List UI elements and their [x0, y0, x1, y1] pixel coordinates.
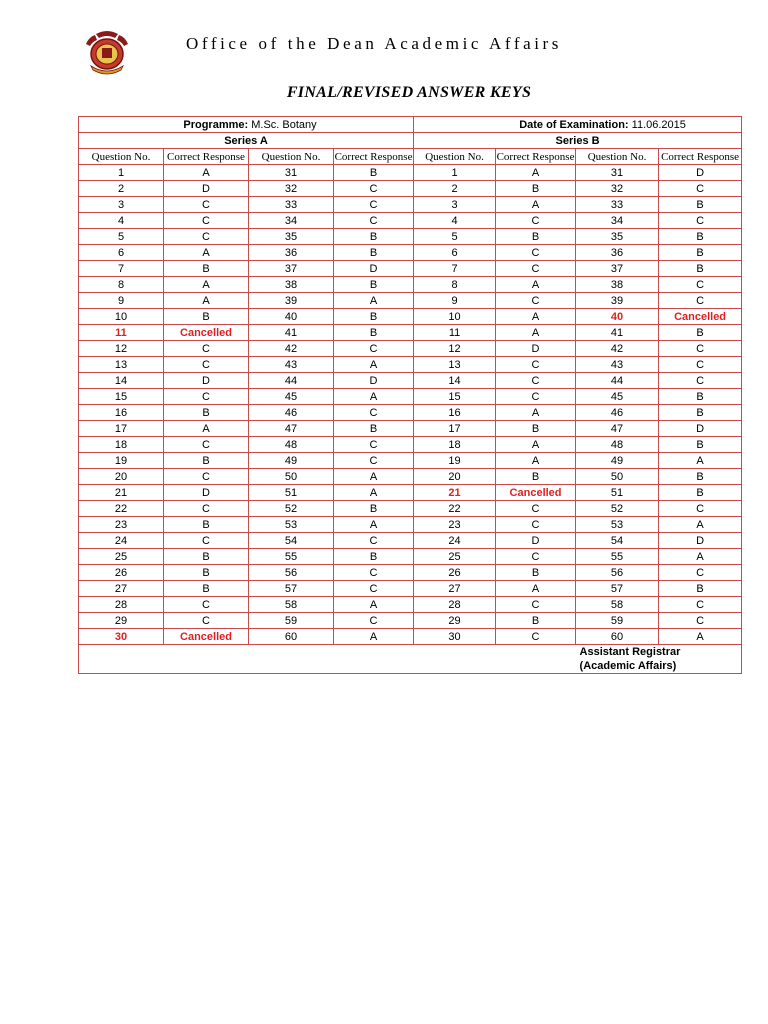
question-number-cell: 18 [79, 437, 164, 453]
col-header-question: Question No. [79, 149, 164, 165]
correct-response-cell: C [496, 213, 576, 229]
series-a-heading: Series A [79, 133, 414, 149]
correct-response-cell: D [496, 533, 576, 549]
answer-row [79, 501, 742, 517]
answer-row [79, 197, 742, 213]
correct-response-cell: C [164, 501, 249, 517]
correct-response-cell: C [496, 597, 576, 613]
correct-response-cell: A [496, 581, 576, 597]
col-header-response: Correct Response [164, 149, 249, 165]
correct-response-cell: C [496, 501, 576, 517]
question-number-cell: 27 [414, 581, 496, 597]
correct-response-cell: C [334, 341, 414, 357]
question-number-cell: 30 [79, 629, 164, 645]
correct-response-cell: B [334, 309, 414, 325]
question-number-cell: 50 [576, 469, 659, 485]
question-number-cell: 4 [414, 213, 496, 229]
correct-response-cell: C [164, 469, 249, 485]
correct-response-cell: Cancelled [659, 309, 742, 325]
correct-response-cell: B [334, 229, 414, 245]
question-number-cell: 17 [414, 421, 496, 437]
correct-response-cell: D [334, 261, 414, 277]
exam-date-cell [414, 117, 742, 133]
correct-response-cell: B [334, 165, 414, 181]
correct-response-cell: Cancelled [496, 485, 576, 501]
correct-response-cell: A [334, 485, 414, 501]
question-number-cell: 13 [414, 357, 496, 373]
question-number-cell: 53 [249, 517, 334, 533]
correct-response-cell: A [659, 517, 742, 533]
correct-response-cell: C [496, 629, 576, 645]
correct-response-cell: A [164, 421, 249, 437]
question-number-cell: 52 [576, 501, 659, 517]
correct-response-cell: B [659, 229, 742, 245]
answer-row [79, 213, 742, 229]
correct-response-cell: B [496, 181, 576, 197]
question-number-cell: 24 [79, 533, 164, 549]
correct-response-cell: B [659, 485, 742, 501]
question-number-cell: 35 [249, 229, 334, 245]
question-number-cell: 44 [576, 373, 659, 389]
correct-response-cell: B [334, 549, 414, 565]
question-number-cell: 31 [576, 165, 659, 181]
correct-response-cell: B [659, 437, 742, 453]
question-number-cell: 40 [249, 309, 334, 325]
col-header-response: Correct Response [334, 150, 413, 163]
correct-response-cell: C [659, 341, 742, 357]
question-number-cell: 32 [249, 181, 334, 197]
correct-response-cell: B [496, 421, 576, 437]
question-number-cell: 45 [576, 389, 659, 405]
question-number-cell: 52 [249, 501, 334, 517]
question-number-cell: 25 [414, 549, 496, 565]
question-number-cell: 23 [414, 517, 496, 533]
correct-response-cell: C [659, 213, 742, 229]
correct-response-cell: B [164, 565, 249, 581]
question-number-cell: 58 [249, 597, 334, 613]
question-number-cell: 6 [414, 245, 496, 261]
correct-response-cell: B [659, 245, 742, 261]
question-number-cell: 56 [249, 565, 334, 581]
programme-cell [79, 117, 414, 133]
correct-response-cell: C [496, 261, 576, 277]
question-number-cell: 54 [249, 533, 334, 549]
correct-response-cell: C [659, 277, 742, 293]
correct-response-cell: A [334, 517, 414, 533]
question-number-cell: 35 [576, 229, 659, 245]
question-number-cell: 57 [576, 581, 659, 597]
answer-row [79, 405, 742, 421]
question-number-cell: 39 [249, 293, 334, 309]
correct-response-cell: A [164, 165, 249, 181]
correct-response-cell: B [496, 613, 576, 629]
question-number-cell: 26 [414, 565, 496, 581]
correct-response-cell: C [496, 549, 576, 565]
question-number-cell: 36 [576, 245, 659, 261]
correct-response-cell: C [496, 245, 576, 261]
correct-response-cell: A [334, 357, 414, 373]
correct-response-cell: A [496, 309, 576, 325]
question-number-cell: 31 [249, 165, 334, 181]
correct-response-cell: C [164, 229, 249, 245]
correct-response-cell: C [334, 405, 414, 421]
question-number-cell: 16 [414, 405, 496, 421]
answer-row [79, 597, 742, 613]
correct-response-cell: B [164, 405, 249, 421]
correct-response-cell: A [164, 293, 249, 309]
question-number-cell: 19 [79, 453, 164, 469]
correct-response-cell: C [164, 357, 249, 373]
correct-response-cell: D [659, 165, 742, 181]
question-number-cell: 38 [249, 277, 334, 293]
question-number-cell: 2 [414, 181, 496, 197]
col-header-response: Correct Response [496, 150, 575, 163]
correct-response-cell: A [496, 197, 576, 213]
question-number-cell: 42 [576, 341, 659, 357]
correct-response-cell: D [164, 373, 249, 389]
question-number-cell: 46 [249, 405, 334, 421]
correct-response-cell: B [334, 325, 414, 341]
question-number-cell: 27 [79, 581, 164, 597]
answer-row [79, 549, 742, 565]
correct-response-cell: C [334, 533, 414, 549]
question-number-cell: 43 [576, 357, 659, 373]
correct-response-cell: Cancelled [164, 325, 249, 341]
question-number-cell: 10 [79, 309, 164, 325]
question-number-cell: 21 [414, 485, 496, 501]
correct-response-cell: B [659, 325, 742, 341]
answer-row [79, 565, 742, 581]
correct-response-cell: A [659, 549, 742, 565]
question-number-cell: 28 [79, 597, 164, 613]
question-number-cell: 4 [79, 213, 164, 229]
question-number-cell: 25 [79, 549, 164, 565]
question-number-cell: 5 [79, 229, 164, 245]
document-title: FINAL/REVISED ANSWER KEYS [286, 84, 532, 101]
question-number-cell: 3 [414, 197, 496, 213]
correct-response-cell: B [659, 197, 742, 213]
signatory-title: Assistant Registrar [579, 646, 681, 658]
question-number-cell: 5 [414, 229, 496, 245]
answer-key-table [78, 116, 742, 674]
question-number-cell: 29 [79, 613, 164, 629]
question-number-cell: 22 [79, 501, 164, 517]
correct-response-cell: B [164, 453, 249, 469]
question-number-cell: 32 [576, 181, 659, 197]
question-number-cell: 44 [249, 373, 334, 389]
correct-response-cell: C [164, 613, 249, 629]
question-number-cell: 2 [79, 181, 164, 197]
question-number-cell: 41 [576, 325, 659, 341]
answer-row [79, 469, 742, 485]
correct-response-cell: B [164, 549, 249, 565]
footer-blank-cell [79, 645, 576, 674]
question-number-cell: 14 [79, 373, 164, 389]
question-number-cell: 18 [414, 437, 496, 453]
question-number-cell: 49 [249, 453, 334, 469]
question-number-cell: 37 [249, 261, 334, 277]
correct-response-cell: B [659, 405, 742, 421]
question-number-cell: 19 [414, 453, 496, 469]
correct-response-cell: A [334, 389, 414, 405]
answer-row [79, 357, 742, 373]
correct-response-cell: A [496, 325, 576, 341]
question-number-cell: 58 [576, 597, 659, 613]
question-number-cell: 3 [79, 197, 164, 213]
correct-response-cell: B [659, 469, 742, 485]
question-number-cell: 13 [79, 357, 164, 373]
answer-row [79, 325, 742, 341]
correct-response-cell: C [164, 437, 249, 453]
question-number-cell: 20 [79, 469, 164, 485]
answer-row [79, 293, 742, 309]
correct-response-cell: C [334, 565, 414, 581]
question-number-cell: 9 [414, 293, 496, 309]
answer-row [79, 453, 742, 469]
correct-response-cell: C [334, 613, 414, 629]
question-number-cell: 59 [249, 613, 334, 629]
question-number-cell: 48 [249, 437, 334, 453]
question-number-cell: 11 [414, 325, 496, 341]
question-number-cell: 60 [576, 629, 659, 645]
correct-response-cell: A [334, 293, 414, 309]
question-number-cell: 7 [79, 261, 164, 277]
correct-response-cell: D [659, 421, 742, 437]
question-number-cell: 1 [414, 165, 496, 181]
question-number-cell: 7 [414, 261, 496, 277]
correct-response-cell: C [659, 613, 742, 629]
correct-response-cell: B [334, 501, 414, 517]
correct-response-cell: C [164, 197, 249, 213]
question-number-cell: 20 [414, 469, 496, 485]
answer-row [79, 373, 742, 389]
correct-response-cell: C [659, 357, 742, 373]
series-row [79, 133, 742, 149]
question-number-cell: 34 [249, 213, 334, 229]
correct-response-cell: C [334, 213, 414, 229]
correct-response-cell: B [659, 389, 742, 405]
answer-row [79, 261, 742, 277]
correct-response-cell: A [496, 437, 576, 453]
question-number-cell: 53 [576, 517, 659, 533]
question-number-cell: 50 [249, 469, 334, 485]
correct-response-cell: A [659, 453, 742, 469]
question-number-cell: 60 [249, 629, 334, 645]
correct-response-cell: C [659, 597, 742, 613]
university-seal-logo [82, 30, 132, 76]
correct-response-cell: A [659, 629, 742, 645]
question-number-cell: 33 [249, 197, 334, 213]
correct-response-cell: A [496, 165, 576, 181]
question-number-cell: 55 [576, 549, 659, 565]
question-number-cell: 11 [79, 325, 164, 341]
question-number-cell: 15 [414, 389, 496, 405]
question-number-cell: 54 [576, 533, 659, 549]
office-heading: Office of the Dean Academic Affairs [186, 34, 563, 53]
correct-response-cell: C [334, 453, 414, 469]
signatory-office: (Academic Affairs) [579, 660, 677, 672]
correct-response-cell: C [496, 357, 576, 373]
correct-response-cell: D [659, 533, 742, 549]
correct-response-cell: C [659, 181, 742, 197]
question-number-cell: 29 [414, 613, 496, 629]
correct-response-cell: C [496, 517, 576, 533]
question-number-cell: 43 [249, 357, 334, 373]
correct-response-cell: C [496, 389, 576, 405]
question-number-cell: 9 [79, 293, 164, 309]
correct-response-cell: C [334, 581, 414, 597]
correct-response-cell: D [334, 373, 414, 389]
question-number-cell: 22 [414, 501, 496, 517]
correct-response-cell: C [659, 565, 742, 581]
correct-response-cell: B [164, 517, 249, 533]
answer-row [79, 533, 742, 549]
question-number-cell: 51 [576, 485, 659, 501]
answer-row [79, 181, 742, 197]
question-number-cell: 17 [79, 421, 164, 437]
answer-row [79, 421, 742, 437]
question-number-cell: 8 [414, 277, 496, 293]
correct-response-cell: Cancelled [164, 629, 249, 645]
question-number-cell: 28 [414, 597, 496, 613]
correct-response-cell: C [659, 501, 742, 517]
question-number-cell: 40 [576, 309, 659, 325]
question-number-cell: 1 [79, 165, 164, 181]
correct-response-cell: B [496, 469, 576, 485]
correct-response-cell: C [496, 373, 576, 389]
question-number-cell: 38 [576, 277, 659, 293]
correct-response-cell: C [496, 293, 576, 309]
col-header-question: Question No. [576, 149, 659, 165]
answer-row [79, 437, 742, 453]
question-number-cell: 8 [79, 277, 164, 293]
answer-row [79, 245, 742, 261]
question-number-cell: 46 [576, 405, 659, 421]
correct-response-cell: C [164, 341, 249, 357]
col-header-question: Question No. [414, 149, 496, 165]
question-number-cell: 12 [79, 341, 164, 357]
correct-response-cell: B [334, 421, 414, 437]
question-number-cell: 51 [249, 485, 334, 501]
question-number-cell: 59 [576, 613, 659, 629]
correct-response-cell: C [334, 197, 414, 213]
signatory-cell [576, 645, 742, 674]
correct-response-cell: A [334, 629, 414, 645]
correct-response-cell: C [164, 597, 249, 613]
question-number-cell: 14 [414, 373, 496, 389]
correct-response-cell: C [164, 213, 249, 229]
question-number-cell: 15 [79, 389, 164, 405]
programme-label: Programme: [183, 118, 249, 131]
question-number-cell: 30 [414, 629, 496, 645]
col-header-question: Question No. [249, 149, 334, 165]
answer-row [79, 309, 742, 325]
question-number-cell: 42 [249, 341, 334, 357]
question-number-cell: 10 [414, 309, 496, 325]
col-header-response: Correct Response [659, 149, 742, 165]
correct-response-cell: A [334, 469, 414, 485]
correct-response-cell: B [334, 277, 414, 293]
question-number-cell: 57 [249, 581, 334, 597]
answer-row [79, 165, 742, 181]
question-number-cell: 26 [79, 565, 164, 581]
answer-row [79, 517, 742, 533]
column-header-row [79, 149, 742, 165]
answer-row [79, 485, 742, 501]
series-b-heading: Series B [414, 133, 742, 149]
correct-response-cell: B [659, 261, 742, 277]
answer-row [79, 341, 742, 357]
correct-response-cell: B [496, 565, 576, 581]
correct-response-cell: B [164, 581, 249, 597]
question-number-cell: 23 [79, 517, 164, 533]
question-number-cell: 49 [576, 453, 659, 469]
question-number-cell: 12 [414, 341, 496, 357]
answer-row [79, 629, 742, 645]
correct-response-cell: C [164, 533, 249, 549]
correct-response-cell: B [659, 581, 742, 597]
correct-response-cell: C [659, 373, 742, 389]
footer-row [79, 645, 742, 674]
correct-response-cell: A [496, 405, 576, 421]
correct-response-cell: D [164, 181, 249, 197]
exam-date-value: 11.06.2015 [631, 118, 686, 131]
answer-row [79, 581, 742, 597]
correct-response-cell: D [496, 341, 576, 357]
programme-value: M.Sc. Botany [251, 118, 317, 131]
question-number-cell: 37 [576, 261, 659, 277]
correct-response-cell: A [164, 277, 249, 293]
question-number-cell: 34 [576, 213, 659, 229]
correct-response-cell: B [334, 245, 414, 261]
correct-response-cell: A [496, 453, 576, 469]
question-number-cell: 6 [79, 245, 164, 261]
question-number-cell: 47 [249, 421, 334, 437]
question-number-cell: 21 [79, 485, 164, 501]
question-number-cell: 55 [249, 549, 334, 565]
question-number-cell: 16 [79, 405, 164, 421]
correct-response-cell: D [164, 485, 249, 501]
question-number-cell: 36 [249, 245, 334, 261]
correct-response-cell: C [164, 389, 249, 405]
answer-row [79, 277, 742, 293]
correct-response-cell: A [164, 245, 249, 261]
question-number-cell: 33 [576, 197, 659, 213]
correct-response-cell: B [164, 261, 249, 277]
correct-response-cell: C [659, 293, 742, 309]
answer-row [79, 389, 742, 405]
question-number-cell: 56 [576, 565, 659, 581]
exam-date-label: Date of Examination: [519, 118, 629, 131]
question-number-cell: 48 [576, 437, 659, 453]
programme-row [79, 117, 742, 133]
question-number-cell: 39 [576, 293, 659, 309]
question-number-cell: 24 [414, 533, 496, 549]
correct-response-cell: A [496, 277, 576, 293]
question-number-cell: 47 [576, 421, 659, 437]
question-number-cell: 45 [249, 389, 334, 405]
correct-response-cell: C [334, 437, 414, 453]
correct-response-cell: B [164, 309, 249, 325]
answer-row [79, 229, 742, 245]
correct-response-cell: B [496, 229, 576, 245]
correct-response-cell: A [334, 597, 414, 613]
correct-response-cell: C [334, 181, 414, 197]
answer-row [79, 613, 742, 629]
question-number-cell: 41 [249, 325, 334, 341]
